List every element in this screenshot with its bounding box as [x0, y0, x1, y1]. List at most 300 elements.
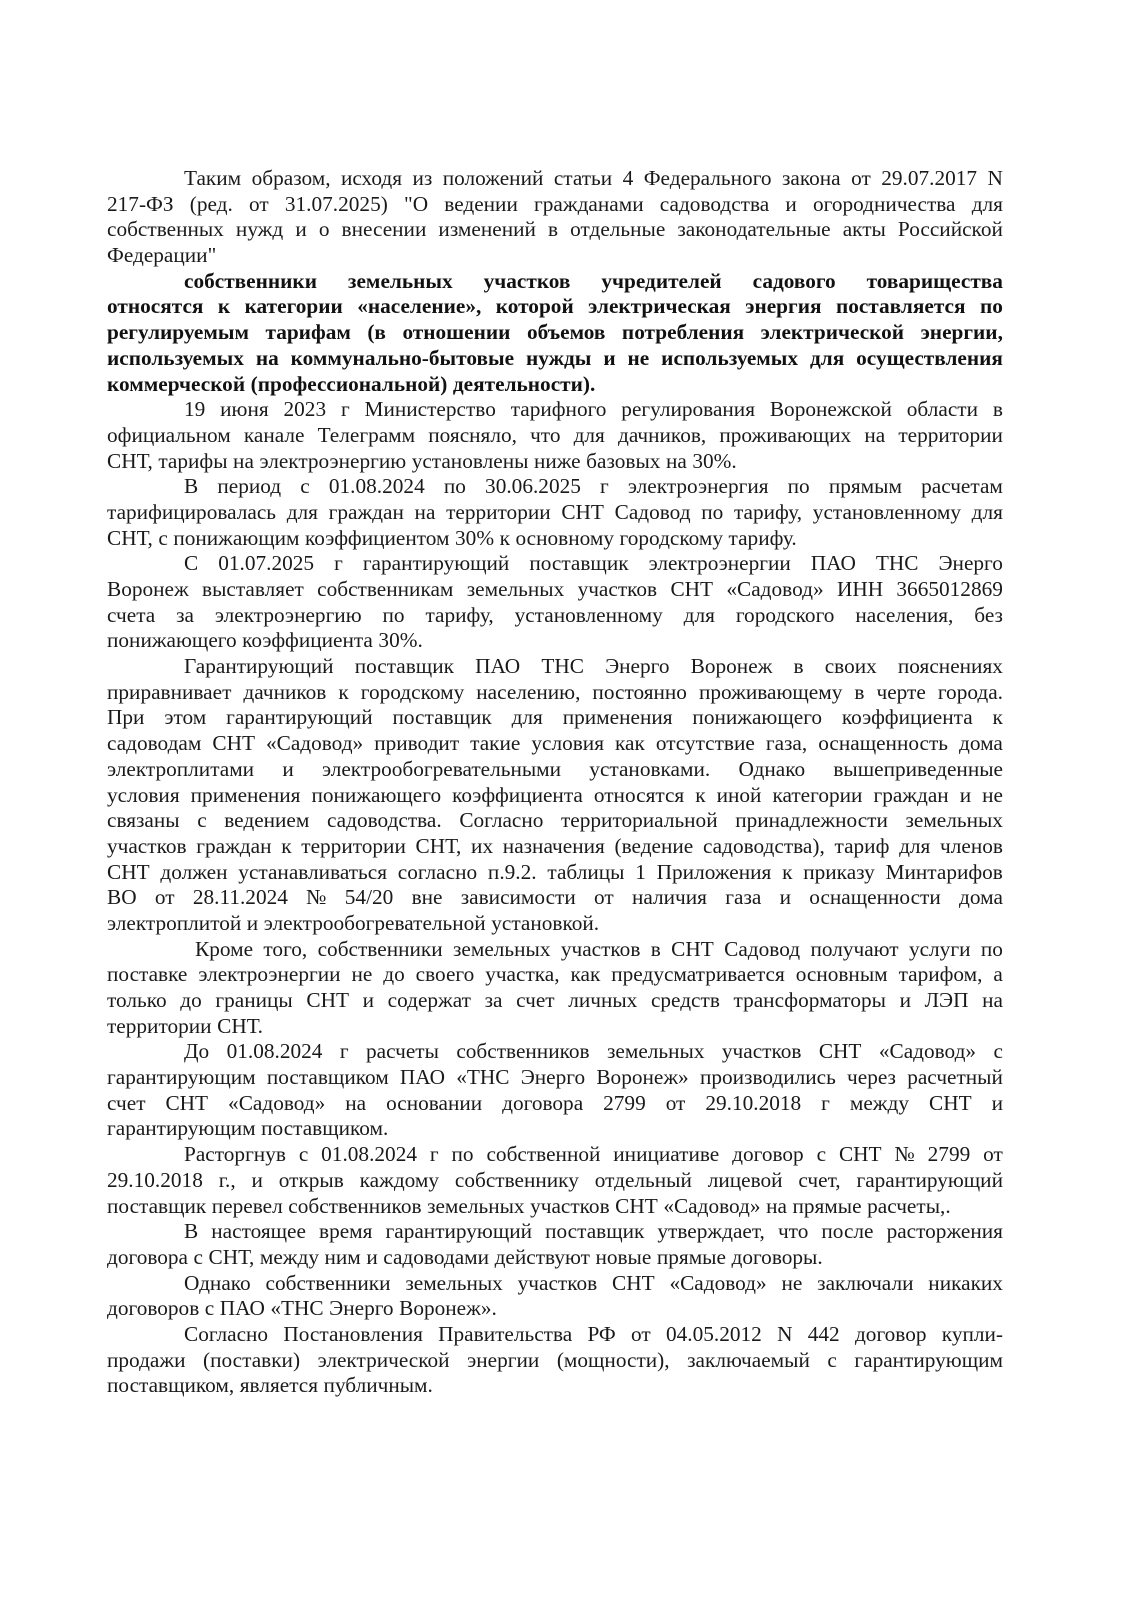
word: собственных [107, 217, 224, 242]
word: 01.07.2025 [218, 551, 315, 576]
word: земельных [466, 577, 565, 601]
word: «ТНС [456, 1065, 510, 1090]
word: является [239, 1373, 319, 1398]
text-line [107, 808, 1003, 834]
document-page [107, 166, 1003, 1399]
word: регулируемым [107, 320, 249, 345]
word: ПАО [399, 1065, 446, 1090]
word: официальном [107, 422, 231, 447]
text-line [107, 1091, 1003, 1117]
word: с [993, 1039, 1003, 1064]
word: настоящее [211, 1219, 306, 1244]
word: по [980, 936, 1003, 961]
word: деятельности). [452, 371, 596, 396]
word: тариф [834, 833, 890, 858]
word: устанавливаться [238, 859, 388, 884]
word: оснащенность [818, 731, 948, 756]
word: энергии, [920, 320, 1003, 345]
word: «Садовод» [726, 577, 824, 601]
word: земельных [606, 1039, 705, 1064]
word: до [180, 988, 202, 1012]
word: Садовод [724, 936, 801, 961]
word: условия [107, 782, 180, 807]
word: 217-ФЗ [107, 191, 174, 216]
text-line [107, 294, 1003, 320]
word: потребления [621, 320, 745, 345]
word: используемых [661, 345, 799, 370]
word: территории [898, 422, 1003, 447]
word: действуют [494, 1244, 590, 1269]
word: объемов [526, 320, 606, 345]
word: относятся [593, 782, 685, 807]
paragraph-period-tariff [107, 474, 1003, 551]
word: должен [160, 859, 228, 884]
word: июня [220, 397, 269, 422]
word: канале [243, 422, 305, 447]
word: В [184, 1219, 199, 1244]
word: к [217, 294, 231, 319]
word: между [259, 1244, 319, 1269]
word: прямые [792, 1193, 862, 1218]
word: СНТ [818, 1039, 862, 1064]
word: на [345, 1090, 367, 1115]
word: только [107, 988, 167, 1012]
word: их [471, 833, 494, 858]
word: образом, [251, 166, 331, 190]
word: зависимости [460, 885, 576, 910]
paragraph-supplier-claim [107, 1219, 1003, 1270]
word: отдельный [594, 1167, 692, 1192]
word: акты [842, 217, 886, 242]
word: 2023 [283, 397, 327, 422]
word: того, [263, 936, 308, 961]
word: собственники [265, 1270, 391, 1295]
word: "О [404, 191, 429, 216]
word: для [573, 422, 605, 447]
word: г [334, 551, 343, 576]
word: с [197, 808, 207, 833]
word: дома [959, 885, 1003, 910]
word: участков [530, 1193, 610, 1218]
word: закона [782, 166, 841, 190]
word: 54/20 [344, 885, 394, 910]
word: регулирования [621, 397, 755, 422]
word: средств [650, 988, 720, 1012]
word: г., [218, 1167, 236, 1192]
word: тарифу, [425, 602, 494, 627]
word: Однако [184, 1270, 251, 1295]
word: в [547, 217, 559, 242]
word: не [781, 1270, 803, 1295]
word: Воронежской [769, 397, 892, 422]
word: назначения [502, 833, 605, 858]
word: период [217, 474, 282, 499]
word: коммунально-бытовые [290, 345, 515, 370]
text-line [107, 680, 1003, 706]
word: «Садовод» [228, 1090, 326, 1115]
word: электроэнергии [648, 551, 791, 576]
word: ПАО [810, 551, 856, 576]
word: Воронеж» [596, 1065, 689, 1090]
word: и [991, 1090, 1003, 1115]
word: поставщик [107, 1193, 207, 1218]
word: 19 [184, 397, 206, 422]
word: этом [164, 705, 207, 730]
word: собственники [317, 936, 443, 961]
word: положений [442, 166, 544, 190]
text-line [107, 1271, 1003, 1297]
word: на [255, 345, 279, 370]
word: № [306, 885, 327, 910]
word: Гарантирующий [184, 654, 334, 679]
text-line [107, 911, 1003, 937]
word: «ТНС [270, 1296, 324, 1321]
word: по [443, 474, 466, 499]
word: к [992, 705, 1003, 730]
word: (ведение [614, 833, 694, 858]
word: и [246, 910, 259, 935]
text-line [107, 885, 1003, 911]
word: и [362, 988, 374, 1012]
word: оснащенности [809, 885, 941, 910]
word: внесении [341, 217, 427, 242]
word: от [249, 191, 269, 216]
word: участка, [485, 962, 560, 987]
word: которой [495, 294, 574, 319]
word: СНТ. [217, 1013, 263, 1038]
word: законодательные [677, 217, 831, 242]
word: предусматривается [611, 962, 785, 987]
word: коэффициента [242, 628, 373, 653]
word: товарищества [866, 268, 1003, 293]
word: 01.08.2024 [321, 1142, 417, 1167]
word: такие [470, 731, 521, 756]
word: иной [716, 782, 762, 807]
word: Энерго [605, 654, 670, 679]
word: каждому [359, 1167, 440, 1192]
word: территории [107, 1013, 212, 1038]
text-line [107, 269, 1003, 295]
word: СНТ, [107, 525, 153, 550]
word: поставщик [392, 705, 492, 730]
word: расчетам [921, 474, 1003, 499]
word: собственников [456, 1039, 590, 1064]
text-line [107, 962, 1003, 988]
word: как [570, 962, 601, 987]
word: на [233, 448, 254, 473]
word: нужды [525, 345, 592, 370]
word: с [827, 1347, 837, 1372]
word: 30%. [692, 448, 737, 473]
word: Энерго [520, 1065, 586, 1090]
word: для [683, 602, 715, 627]
word: прямые [656, 1244, 726, 1269]
word: от [851, 166, 871, 190]
word: выставляет [202, 577, 304, 601]
word: садоводства), [702, 833, 825, 858]
word: СНТ, [107, 448, 153, 473]
word: земельных [427, 1193, 525, 1218]
word: газа, [765, 731, 808, 756]
word: к [338, 679, 349, 704]
word: применения [190, 782, 301, 807]
word: г [429, 1142, 439, 1167]
text-line [107, 1194, 1003, 1220]
word: к [695, 782, 706, 807]
word: гарантирующий [856, 1167, 1003, 1192]
word: публичным. [323, 1373, 433, 1398]
word: гарантирующим [107, 1116, 256, 1141]
word: установками. [589, 756, 711, 781]
text-line [107, 320, 1003, 346]
word: С [184, 551, 199, 576]
word: СНТ [107, 859, 150, 884]
word: никаких [928, 1270, 1003, 1295]
word: ИНН [836, 577, 884, 601]
word: по [787, 474, 810, 499]
word: территории [446, 499, 551, 524]
word: расчеты,. [867, 1193, 951, 1218]
word: основному [515, 525, 614, 550]
word: применения [562, 705, 673, 730]
word: участков [721, 1039, 802, 1064]
word: населению, [476, 679, 581, 704]
word: электрообогревательной [263, 910, 486, 935]
paragraph-bold-conclusion [107, 269, 1003, 397]
text-line [107, 217, 1003, 243]
word: 01.08.2024 [226, 1039, 323, 1064]
word: понижающего [311, 782, 442, 807]
word: ведении [444, 191, 518, 216]
text-line [107, 1039, 1003, 1065]
word: коэффициента [841, 705, 973, 730]
word: с [298, 1142, 309, 1167]
word: (поставки) [203, 1347, 301, 1372]
word: в [793, 654, 804, 679]
word: садоводами [383, 1244, 490, 1269]
word: 30% [455, 525, 495, 550]
word: ЛЭП [924, 988, 969, 1012]
word: поставщиком, [107, 1373, 235, 1398]
word: Энерго [329, 1296, 394, 1321]
text-line [107, 1219, 1003, 1245]
word: тарифицировалась [107, 499, 277, 524]
word: из [412, 166, 433, 190]
word: вышеприведенные [833, 756, 1003, 781]
word: 31.07.2025) [284, 191, 388, 216]
word: 04.05.2012 [665, 1321, 762, 1346]
word: поставщик [529, 551, 629, 576]
text-line [107, 346, 1003, 372]
word: города. [937, 679, 1003, 704]
word: СНТ [306, 988, 349, 1012]
word: поставщиком [266, 1065, 389, 1090]
text-line [107, 1116, 1003, 1142]
word: Воронеж [107, 577, 189, 601]
word: после [821, 1219, 874, 1244]
word: от [594, 885, 614, 910]
word: к [281, 833, 292, 858]
word: с [300, 474, 310, 499]
word: СНТ [561, 499, 604, 524]
word: садового [752, 268, 836, 293]
word: электроплитами [107, 756, 255, 781]
word: энергия [745, 294, 822, 319]
text-line [107, 654, 1003, 680]
word: Расторгнув [184, 1142, 286, 1167]
word: по [382, 602, 405, 627]
word: гарантирующий [385, 1219, 533, 1244]
word: участков [483, 268, 571, 293]
word: электроэнергию [259, 448, 407, 473]
word: на [766, 1193, 787, 1218]
word: N [987, 166, 1003, 190]
word: установленному [812, 499, 961, 524]
word: открыв [278, 1167, 344, 1192]
word: поставщик [545, 1219, 645, 1244]
word: гарантирующим [854, 1347, 1003, 1372]
word: «Садовод» [663, 1193, 761, 1218]
word: наличия [632, 885, 707, 910]
word: как [615, 731, 645, 756]
word: (профессиональной) [250, 371, 448, 396]
word: изменений [438, 217, 536, 242]
word: границы [215, 988, 293, 1012]
text-line [107, 449, 1003, 475]
word: ТНС [875, 551, 919, 576]
text-line [107, 834, 1003, 860]
text-line [107, 1245, 1003, 1271]
word: по [701, 499, 724, 524]
word: собственнику [454, 1167, 579, 1192]
word: электроэнергии [198, 962, 341, 987]
word: с [158, 525, 168, 550]
text-line [107, 1168, 1003, 1194]
word: собственников [288, 1193, 422, 1218]
word: СНТ [165, 1090, 209, 1115]
word: N [777, 1321, 793, 1346]
word: с [204, 1296, 215, 1321]
word: участков [577, 577, 658, 601]
word: с [193, 1244, 203, 1269]
text-line [107, 474, 1003, 500]
word: поставляется [835, 294, 966, 319]
word: по [451, 1142, 474, 1167]
word: договора [107, 1244, 188, 1269]
word: граждан [873, 782, 949, 807]
text-line [107, 166, 1003, 192]
word: участков [107, 833, 187, 858]
word: отсутствие [655, 731, 755, 756]
word: СНТ [928, 1090, 972, 1115]
word: к [782, 859, 793, 884]
word: ведением [224, 808, 310, 833]
word: дачников [243, 679, 327, 704]
word: г [340, 397, 350, 422]
word: используемых [107, 345, 244, 370]
word: ним [324, 1244, 361, 1269]
word: счет [107, 1090, 146, 1115]
word: ПАО [219, 1296, 265, 1321]
word: расчеты [366, 1039, 439, 1064]
word: городскому [619, 525, 723, 550]
word: счет, [798, 1167, 841, 1192]
word: тарифам [265, 320, 351, 345]
word: установкой. [491, 910, 600, 935]
text-line [107, 1296, 1003, 1322]
word: электрическая [588, 294, 731, 319]
word: не [627, 345, 650, 370]
paragraph-supplier-invoices [107, 551, 1003, 654]
word: исходя [340, 166, 403, 190]
paragraph-service-boundary [107, 937, 1003, 1040]
word: на [864, 422, 886, 447]
word: огородничества [813, 191, 956, 216]
word: о [318, 217, 330, 242]
word: поставщиком. [261, 1116, 389, 1141]
text-line [107, 1014, 1003, 1040]
word: собственники [184, 268, 317, 293]
paragraph-ministry-telegram [107, 397, 1003, 474]
text-line [107, 1373, 1003, 1399]
word: г [600, 474, 609, 499]
word: своих [824, 654, 877, 679]
word: земельных [452, 936, 551, 961]
word: производились [699, 1065, 836, 1090]
word: тарифу, [733, 499, 803, 524]
word: через [847, 1065, 896, 1090]
word: и [899, 988, 911, 1012]
word: договоров [107, 1296, 200, 1321]
word: пояснениях [897, 654, 1003, 679]
word: Постановления [283, 1321, 423, 1346]
text-line [107, 1142, 1003, 1168]
word: расчетный [907, 1065, 1003, 1090]
word: договора [502, 1090, 584, 1115]
word: дачников, [617, 422, 707, 447]
word: категории [772, 782, 863, 807]
word: 442 [807, 1321, 840, 1346]
word: заключали [817, 1270, 914, 1295]
word: 30.06.2025 [485, 474, 581, 499]
paragraph-supplier-explanations [107, 654, 1003, 937]
word: 29.07.2017 [881, 166, 978, 190]
text-line [107, 603, 1003, 629]
word: что [530, 422, 561, 447]
text-line [107, 526, 1003, 552]
word: приравнивает [107, 679, 232, 704]
word: в [854, 679, 865, 704]
word: а [993, 962, 1003, 987]
word: 29.10.2018 [107, 1167, 203, 1192]
word: и [295, 217, 307, 242]
word: тарифом, [898, 962, 983, 987]
word: продажи [107, 1347, 186, 1372]
word: прямым [828, 474, 902, 499]
text-line [107, 1348, 1003, 1374]
word: и [366, 1244, 378, 1269]
word: приводит [374, 731, 460, 756]
word: отношении [402, 320, 511, 345]
word: Правительства [438, 1321, 573, 1346]
word: «Садовод» [878, 1039, 977, 1064]
word: получают [810, 936, 899, 961]
word: установлены [411, 448, 529, 473]
word: Согласно [459, 808, 544, 833]
word: счет [516, 988, 555, 1012]
word: не [982, 782, 1003, 807]
word: газа [725, 885, 762, 910]
